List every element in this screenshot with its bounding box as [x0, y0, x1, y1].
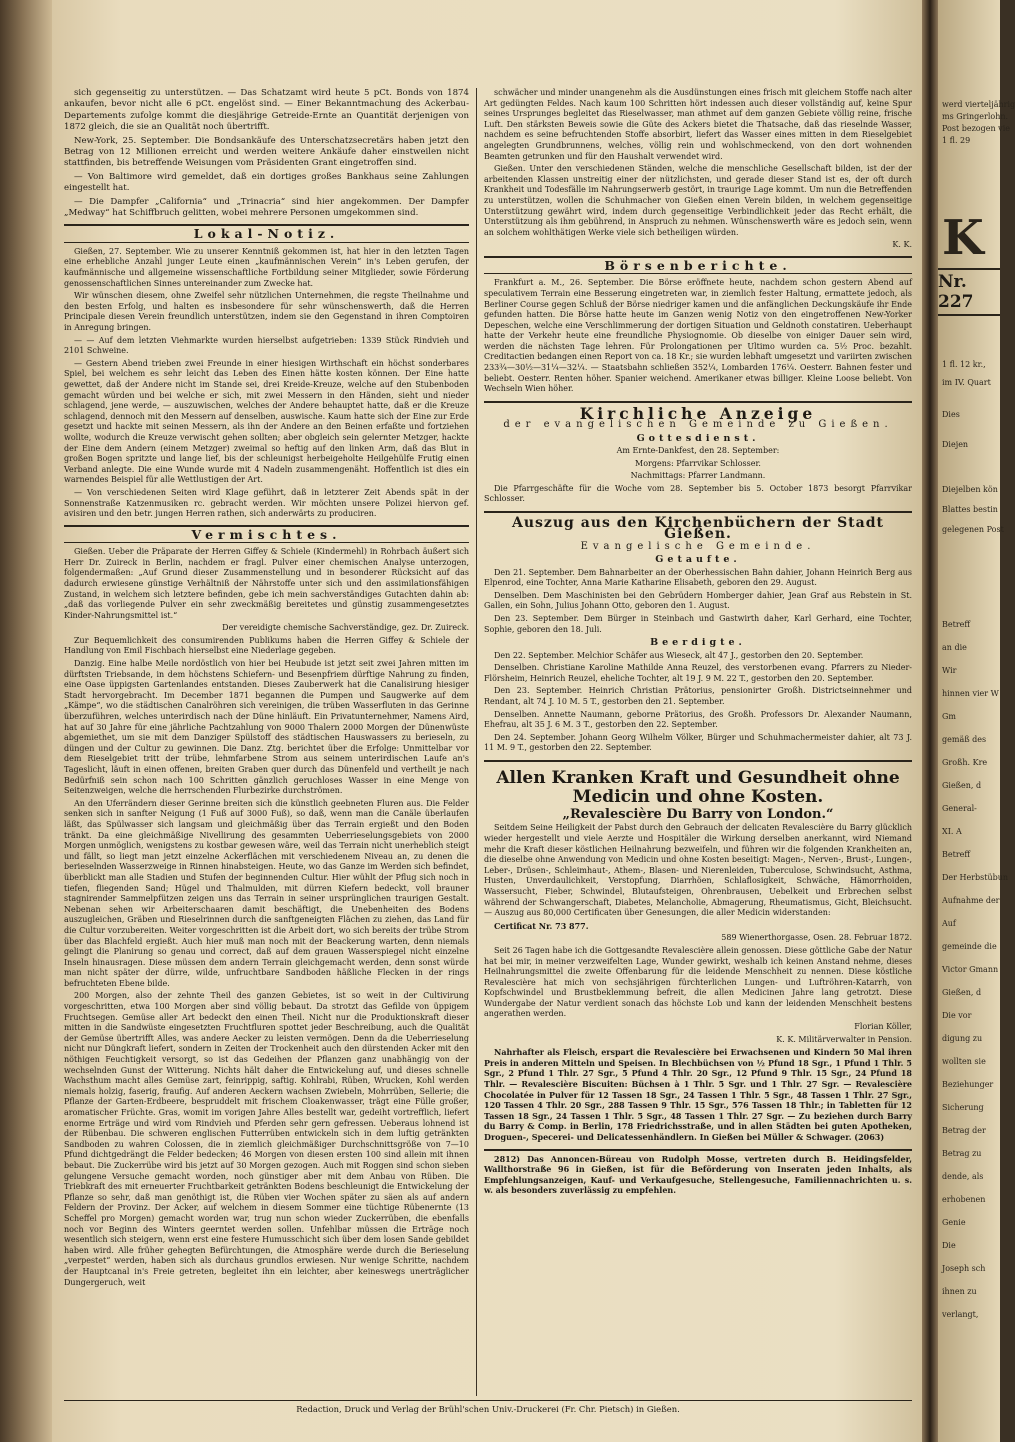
adjacent-page-text: Victor Gmann [942, 965, 999, 974]
adjacent-page-text: Dies [942, 410, 960, 419]
section-title-vermischtes: Vermischtes. [64, 525, 469, 543]
ad-paragraph: Seit 26 Tagen habe ich die Gottgesandte Revalescière allein genossen. Diese göttliche Gabe der Natur hat bei mir, in meiner verzweifelten Lage, Wunder gewirkt, weshalb ich keinen Anstand nehme, dieses Heilnahrungsmittel die zweite Offenbarung für die leidende Menschheit zu nennen. Diese köstliche Revalescière hat mich von sechsjährigen fürchterlichen Lungen- und Luftröhren-Katarrh, von Kopfschwindel und Brustbeklemmung befreit, die allen Medicinen Jahre lang getrotzt. Diese Wundergabe der Natur verdient sonach das höchste Lob und kann der leidenden Menschheit bestens angerathen werden. [484, 945, 912, 1019]
adjacent-page-text: dende, als [942, 1172, 984, 1181]
adjacent-page-text: Gießen, d [942, 988, 982, 997]
ad-certificate-place: 589 Wienerthorgasse, Osen. 28. Februar 1872. [721, 933, 912, 943]
news-paragraph: sich gegenseitig zu unterstützen. — Das Schatzamt wird heute 5 pCt. Bonds von 1874 ankaufen, bevor nicht alle 6 pCt. engelöst sind. — Einer Bekanntmachung des Ackerbau-Departements zufolge kommt die diesjährige Getreide-Ernte an Quantität derjenigen von 1872 gleich, die sie an Qualität noch übertrifft. [64, 88, 469, 133]
revalesciere-advertisement [484, 760, 912, 1143]
lokal-paragraph: Wir wünschen diesem, ohne Zweifel sehr nützlichen Unternehmen, die regste Theilnahme und den besten Erfolg, und halten es insbesondere für sehr wünschenswerth, daß die Herren Principale diesen Verein freundlich unterstützen, indem sie den Gegenstand in ihren Comptoiren in Anregung bringen. [64, 291, 469, 333]
adjacent-page-text: 1 fl. 12 kr., [942, 360, 986, 369]
section-title-lokal: Lokal-Notiz. [64, 224, 469, 242]
adjacent-page-text: Aufnahme der [942, 896, 1000, 905]
adjacent-page-text: Blattes bestin [942, 505, 998, 514]
baptism-entry: Denselben. Dem Maschinisten bei den Gebrüdern Homberger dahier, Jean Graf aus Rebstein in St. Gallen, ein Sohn, Julius Johann Otto, geboren den 1. August. [484, 590, 912, 611]
issue-number: Nr. 227 [938, 268, 1000, 316]
section-title-boerse: Börsenberichte. [484, 256, 912, 274]
verm-paragraph: Zur Bequemlichkeit des consumirenden Publikums haben die Herren Giffey & Schiele der Handlung von Emil Fischbach hierselbst eine Niederlage gegeben. [64, 635, 469, 656]
adjacent-page-text: ms Gringerlohn. [942, 112, 1009, 121]
adjacent-page-text: gelegenen Post [942, 525, 1004, 534]
adjacent-page-text: werd vierteljährig [942, 100, 1015, 109]
lokal-paragraph: — Gestern Abend trieben zwei Freunde in einer hiesigen Wirthschaft ein höchst sonderbares Spiel, bei welchem es sehr leicht das Leben des Einen hätte kosten können. Der Eine hatte gewettet, daß der Andere nicht im Stande sei, drei Kreide-Kreuze, welche auf den Stubenboden gemacht würden und bei welche er sich, mit zwei Messern in den Händen, sieht und nieder schlagend, jene werde, — auszuwischen, welches der Andere behauptet hatte, daß er die Kreuze schlagend, dennoch mit den Messern auf denselben, auswische. Kaum hatte sich der Eine zur Erde gesetzt und hackte mit seinen Messern, als ihn der Andere an den Beinen erfaßte und fortziehen wollte, wodurch die Kreuze verwischt gehen sollten; aber obgleich sein gelernter Metzger, hackte der Eine dem Andern (einem Metzger) zweimal so heftig auf den linken Arm, daß das Blut in großen Bogen spritzte und lange lief, bis der schleunigst herbeigeholte Heilgehülfe Frutig einen Verband anlegte. Die eine Wunde wurde mit 4 Nadeln zusammengenäht. Hoffentlich ist dies ein warnendes Beispiel für alle Wettlustigen der Art. [64, 358, 469, 485]
lokal-paragraph: — — Auf dem letzten Viehmarkte wurden hierselbst aufgetrieben: 1339 Stück Rindvieh und 2101 Schweine. [64, 335, 469, 356]
adjacent-page-text: Post bezogen vie [942, 124, 1010, 133]
ad-subheadline: „Revalescière Du Barry von London.“ [562, 806, 834, 822]
adjacent-page-text: an die [942, 643, 967, 652]
burial-entry: Denselben. Christiane Karoline Mathilde Anna Reuzel, des verstorbenen evang. Pfarrers zu Nieder-Flörsheim, Heinrich Reuzel, eheliche Tochter, alt 19 J. 9 M. 22 T., gestorben den 20. September. [484, 663, 912, 683]
adjacent-page-text: Betrag der [942, 1126, 986, 1135]
adjacent-page-text: Betrag zu [942, 1149, 982, 1158]
lokal-paragraph: Gießen, 27. September. Wie zu unserer Kenntniß gekommen ist, hat hier in den letzten Tagen eine erhebliche Anzahl junger Leute einen „kaufmännischen Verein“ in's Leben gerufen, der kaufmännische und allgemeine wissenschaftliche Fortbildung seiner Mitglieder, sowie Förderung genossenschaftlichen Sinnes untereinander zum Zwecke hat. [64, 246, 469, 288]
adjacent-page-text: Beziehunger [942, 1080, 994, 1089]
left-column [64, 88, 469, 1290]
adjacent-page-text: General- [942, 804, 977, 813]
ad-paragraph: 2812) Das Annoncen-Büreau von Rudolph Mosse, vertreten durch B. Heidingsfelder, Wallthorstraße 96 in Gießen, ist für die Beförderung von Inseraten jeden Inhalts, als Empfehlungsanzeigen, Kauf- und Verkaufgesuche, Stellengesuche, Familiennachrichten u. s. w. als besonders zuverlässig zu empfehlen. [484, 1153, 912, 1196]
baptism-entry: Den 23. September. Dem Bürger in Steinbach und Gastwirth daher, Karl Gerhard, eine Tochter, Sophie, geboren den 18. Juli. [484, 614, 912, 634]
imprint-footer: Redaction, Druck und Verlag der Brühl'schen Univ.-Druckerei (Fr. Chr. Pietsch) in Gießen. [64, 1400, 912, 1414]
burials-heading: Beerdigte. [650, 637, 746, 649]
adjacent-page-text: Diejen [942, 440, 969, 449]
column-divider [476, 88, 477, 1396]
adjacent-page-text: Die [942, 1241, 956, 1250]
adjacent-page-text: Der Herbstübun [942, 873, 1009, 882]
adjacent-page-text: im IV. Quart [942, 378, 991, 387]
news-paragraph: — Von Baltimore wird gemeldet, daß ein dortiges großes Bankhaus seine Zahlungen eingestellt hat. [64, 171, 469, 194]
verm-paragraph: Danzig. Eine halbe Meile nordöstlich von hier bei Heubude ist jetzt seit zwei Jahren mitten im dürftsten Triebsande, in dem höchstens Schiefern- und Besenpfriem dürftige Nahrung zu finden, eine Oase üppigsten Gartenlandes entstanden. Dieses Zauberwerk hat die Canalisirung hiesiger Stadt hervorgebracht. Im December 1871 begannen die Pumpen und Saugwerke auf dem „Kämpe“, wo die städtischen Canalröhren sich vereinigen, die trüben Wasserfluten in das Gerinne überzuführen, welches unterirdisch nach der Düne hinläuft. Ein Privatunternehmer, Namens Aird, hat auf 30 Jahre für eine jährliche Pachtzahlung von 9000 Thalern 2000 Morgen der Dünenwüste abgemiethet, um sie mit dem Danziger Spülstoff des städtischen Hauswassers zu berieseln, zu düngen und der Cultur zu gewinnen. Die Danz. Ztg. berichtet über die Erfolge: Unmittelbar vor dem Rieselgebiet tritt der trübe, lehmfarbene Strom aus seinem unterirdischen Laufe an's Tageslicht, läuft in einen offenen, breiten Graben quer durch das Dünenfeld und vertheilt je nach Bedürfniß sein schon nach 100 Schritten gänzlich geruchloses Wasser in eine Menge von Seitenzweigen, welche die herrschenden Flurbezirke durchströmen. [64, 659, 469, 796]
adjacent-page-text: erhobenen [942, 1195, 986, 1204]
burial-entry: Denselben. Annette Naumann, geborne Prätorius, des Großh. Professors Dr. Alexander Naumann, Ehefrau, alt 35 J. 6 M. 3 T., gestorben den 22. September. [484, 709, 912, 730]
adjacent-page-text: Großh. Kre [942, 758, 988, 767]
ad-price-list: Nahrhafter als Fleisch, erspart die Revalescière bei Erwachsenen und Kindern 50 Mal ihren Preis in anderen Mitteln und Speisen. In Blechbüchsen von ½ Pfund 18 Sgr., 1 Pfund 1 Thlr. 5 Sgr., 2 Pfund 1 Thlr. 27 Sgr., 5 Pfund 4 Thlr. 20 Sgr., 12 Pfund 9 Thlr. 15 Sgr., 24 Pfund 18 Thlr. — Revalescière Biscuiten: Büchsen à 1 Thlr. 5 Sgr. und 1 Thlr. 27 Sgr. — Revalescière Chocolatée in Pulver für 12 Tassen 18 Sgr., 24 Tassen 1 Thlr. 5 Sgr., 48 Tassen 1 Thlr. 27 Sgr., 120 Tassen 4 Thlr. 20 Sgr., 288 Tassen 9 Thlr. 15 Sgr., 576 Tassen 18 Thlr.; in Tabletten für 12 Tassen 18 Sgr., 24 Tassen 1 Thlr. 5 Sgr., 48 Tassen 1 Thlr. 27 Sgr. — Zu beziehen durch Barry du Barry & Comp. in Berlin, 178 Friedrichsstraße, und in allen Städten bei guten Apotheken, Droguen-, Specerei- und Delicatessenhändlern. In Gießen bei Müller & Schwager. (2063) [484, 1047, 912, 1142]
baptisms-heading: Getaufte. [655, 554, 741, 566]
church-line: Die Pfarrgeschäfte für die Woche vom 28. September bis 5. October 1873 besorgt Pfarrvikar Schlosser. [484, 483, 912, 504]
author-signature: K. K. [892, 240, 912, 250]
adjacent-page-text: gemeinde die [942, 942, 997, 951]
ad-certificate-number: Certificat Nr. 73 877. [494, 920, 589, 931]
adjacent-page-text: Sicherung [942, 1103, 984, 1112]
news-paragraph: — Die Dampfer „California“ und „Trinacria“ sind hier angekommen. Der Dampfer „Medway“ hat Schiffbruch gelitten, wobei mehrere Personen umgekommen sind. [64, 196, 469, 219]
mosse-advertisement [484, 1149, 912, 1196]
adjacent-page-text: Gm [942, 712, 956, 721]
book-binding [0, 0, 52, 1442]
adjacent-page-text: verlangt, [942, 1310, 979, 1319]
church-notice-subtitle: der evangelischen Gemeinde zu Gießen. [503, 419, 893, 431]
church-notice [484, 401, 912, 505]
adjacent-page-text: Genie [942, 1218, 966, 1227]
verm-signature: Der vereidigte chemische Sachverständige, gez. Dr. Zuireck. [222, 623, 469, 633]
adjacent-page-text: Joseph sch [942, 1264, 986, 1273]
church-register-title: Auszug aus den Kirchenbüchern der Stadt Gießen. [512, 515, 884, 543]
burial-entry: Den 24. September. Johann Georg Wilhelm Völker, Bürger und Schuhmachermeister dahier, alt 73 J. 11 M. 9 T., gestorben den 22. September. [484, 732, 912, 753]
church-register-subtitle: Evangelische Gemeinde. [580, 540, 816, 552]
ad-signature: Florian Köller, [854, 1022, 912, 1032]
church-notice-title: Kirchliche Anzeige [579, 403, 817, 423]
news-paragraph: New-York, 25. September. Die Bondsankäufe des Unterschatzsecretärs haben jetzt den Betrag von 12 Millionen erreicht und werden weitere Ankäufe daher einstweilen nicht stattfinden, bis betreffende Weisungen vom Präsidenten Grant eingetroffen sind. [64, 135, 469, 169]
ad-headline: Allen Kranken Kraft und Gesundheit ohne Medicin und ohne Kosten. [496, 767, 900, 807]
adjacent-page-text: Betreff [942, 850, 971, 859]
verm-paragraph: Gießen. Ueber die Präparate der Herren Giffey & Schiele (Kindermehl) in Rohrbach äußert sich Herr Dr. Zuireck in Berlin, nachdem er fragl. Pulver einer chemischen Analyse unterzogen, folgendermaßen: „Auf Grund dieser Zusammenstellung und in besonderer Rücksicht auf das dadurch erwiesene günstige Verhältniß der Nährstoffe unter sich und den assimilationsfähigen Zustand, in welchem sich letztere befinden, gebe ich mein sachverständiges Gutachten dahin ab: „daß das vorliegende Pulver ein sehr zweckmäßig bereitetes und günstig zusammengesetztes Kinder-Nahrungsmittel ist.“ [64, 547, 469, 620]
adjacent-page-text: digung zu [942, 1034, 983, 1043]
adjacent-page-text: hinnen vier W [942, 689, 999, 698]
lokal-paragraph: — Von verschiedenen Seiten wird Klage geführt, daß in letzterer Zeit Abends spät in der Sonnenstraße Katzenmusiken rc. gebracht werden. Wir möchten unsere Polizei hiervon gef. avisiren und den betr. jungen Herren rathen, sich anderwärts zu produciren. [64, 487, 469, 519]
adjacent-page-text: Diejelben kön [942, 485, 998, 494]
burial-entry: Den 22. September. Melchior Schäfer aus Wieseck, alt 47 J., gestorben den 20. September. [494, 650, 864, 660]
news-paragraph: schwächer und minder unangenehm als die Ausdünstungen eines frisch mit gleichem Stoffe nach alter Art gedüngten Feldes. Nach kaum 100 Schritten hört indessen auch dieser vollständig auf, keine Spur seines Ursprunges begleitet das Rieselwasser, man athmet auf dem ganzen Gebiete völlig reine, frische Luft. Den stärksten Beweis sowie die Güte des Ackers bietet die Thatsache, daß das rieselnde Wasser, nachdem es seine befruchtenden Stoffe absorbirt, liefert das Wasser eines mitten in dem Rieselgebiet angelegten Grundbrunnens, welches, völlig rein und wohlschmeckend, von den dort wohnenden Beamten getrunken und für den Haushalt verwendet wird. [484, 88, 912, 161]
masthead-fragment: K [942, 210, 984, 266]
adjacent-page-text: Auf [942, 919, 956, 928]
verm-paragraph: An den Uferrändern dieser Gerinne breiten sich die künstlich geebneten Fluren aus. Die Felder senken sich in sanfter Neigung (1 Fuß auf 3000 Fuß), so daß, wenn man die Canäle überlaufen läßt, das Spülwasser sich langsam und gleichmäßig über das Terrain ergießt und den Boden tränkt. Da eine gleichmäßige Nivellirung des gesammten Ueberrieselungsgebiets von 2000 Morgen unmöglich, wenigstens zu kostbar gewesen wäre, weil das Terrain nicht unerheblich steigt und fällt, so liegt man jetzt einzelne Ackerflächen mit verschiedenem Niveau an, zu denen die berieselnden Wasserzweige in Rinnen hinabsteigen. Heute, wo das Ganze im Werden sich befindet, überblickt man alle Stadien und Stufen der beginnenden Cultur. Hier wühlt der Pflug sich noch in tiefen, fliegenden Sand; Hügel und Thalmulden, mit dürren Kiefern bedeckt, voll brauner stagnirender Sammelpfützen zeigen uns das Terrain in seiner ursprünglichen traurigen Gestalt. Nebenan sehen wir Arbeiterschaaren damit beschäftigt, die Unebenheiten des Bodens auszugleichen, Gräben und Rieselrinnen durch die sanftgeneigten Flächen zu ziehen, das Land für die Cultur vorzubereiten. Weiter vorgeschritten ist die Arbeit dort, wo sich bereits der trübe Strom über das Blachfeld ergießt. Auch hier muß man noch mit der Beackerung warten, denn niemals gelingt die Planirung so genau und correct, daß auf dem grauen Wasserspiegel nicht einzelne Inseln hinausragen. Diese müssen dem andern Terrain gleichgemacht werden, denn sonst würde man nicht später der dürre, wilde, unfruchtbare Sandboden häßliche Flecken in der rings befruchteten Ebene bilde. [64, 798, 469, 988]
page-gutter [922, 0, 938, 1442]
ad-signature: K. K. Militärverwalter in Pension. [776, 1034, 912, 1044]
adjacent-page-edge [938, 0, 1015, 1442]
adjacent-page-text: XI. A [942, 827, 962, 836]
adjacent-page-text: wollten sie [942, 1057, 986, 1066]
right-column [484, 88, 912, 1198]
church-line: Morgens: Pfarrvikar Schlosser. [635, 458, 761, 468]
adjacent-page-text: ihnen zu [942, 1287, 977, 1296]
adjacent-page-text: Betreff [942, 620, 971, 629]
adjacent-page-text: Die vor [942, 1011, 972, 1020]
news-paragraph: Gießen. Unter den verschiedenen Ständen, welche die menschliche Gesellschaft bilden, ist der der arbeitenden Klassen unstreitig einer der nützlichsten, und gerade dieser Stand ist es, der oft durch Krankheit und Todesfälle im Nahrungserwerb gestört, in traurige Lage kommt. Um nun die Betreffenden zu unterstützen, wollen die Schuhmacher von Gießen einen Verein bilden, in welchem gegenseitige Unterstützung gewährt wird, indem durch gegenseitige Verbindlichkeit jeder das Recht erhält, die Unterstützung als ihm gebührend, in Anspruch zu nehmen. Wünschenswerth wäre es jedoch sein, wenn an solchem wohlthätigen Werke viele sich betheiligen würden. [484, 164, 912, 237]
verm-paragraph: 200 Morgen, also der zehnte Theil des ganzen Gebietes, ist so weit in der Cultivirung vorgeschritten, etwa 100 Morgen aber sind völlig bebaut. Da strotzt das Gefilde von üppigem Fruchtsegen. Gemüse aller Art bedeckt den einen Theil. Nicht nur die Produktionskraft dieser mitten in die Sandwüste eingesetzten Fruchtfluren spottet jeder Beschreibung, auch die Qualität der Gemüse übertrifft Alles, was andere Aecker zu leisten vermögen. Denn da die Ueberrieselung nicht nur Düngkraft liefert, sondern in Zeiten der Trockenheit auch den dürstenden Acker mit den nöthigen Feuchtigkeit versorgt, so ist das Gedeihen der Pflanzen ganz unabhängig von der wechselnden Gunst der Witterung. Nichts hält daher die Entwickelung auf, und dieses schnelle Wachsthum macht alles Gemüse zart, feinrippig, saftig. Kohlrabi, Rüben, Wrucken, Kohl werden niemals holzig, faserig, fraufig. Auf anderen Aeckern wachsen Zwiebeln, Mohrrüben, Sellerie; die Pflanze der Garten-Erdbeere, bespruddelt mit frischem Cloakenwasser, trägt eine Fülle großer, aromatischer Früchte. Gras, womit im vorigen Jahre Alles bestellt war, gedeiht vortrefflich, liefert enorme Erträge und wird vom Rindvieh und Pferden sehr gern gefressen. Ueberaus lohnend ist der Rübenbau. Die schweren englischen Futterrüben entwickeln sich in dem luftig getränkten Sandboden zu wahren Colossen, die in ziemlich gleichmäßiger Durchschnittsgröße von 7—10 Pfund dichtgedrängt die Felder bedecken; 46 Morgen von diesen ersten 100 sind allein mit ihnen bebaut. Die Zuckerrübe wird bis jetzt auf 30 Morgen gezogen. Auch mit Roggen sind schon sieben gelungene Versuche gemacht worden, noch günstiger aber mit dem Anbau von Rüben. Die Triebkraft des mit erneuerter Fruchtbarkeit getränkten Bodens beschleunigt die Entwickelung der Pflanze so sehr, daß man genöthigt ist, die Rüben vier Wochen später zu säen als auf andern Feldern der Provinz. Der Acker, auf welchem in diesem Sommer eine tüchtige Rübenernte (13 Scheffel pro Morgen) gemacht worden war, trug nun schon wieder Zuckerrüben, die ebenfalls noch vor Beginn des Winters geerntet werden sollen. Unfehlbar müssen die Erträge noch wesentlich sich steigern, wenn erst eine festere Humusschicht sich über dem losen Sande gebildet haben wird. Alle früher gehegten Befürchtungen, die Atmosphäre werde durch die Berieselung „verpestet“ werden, haben sich als durchaus grundlos erwiesen. Nur wenige Schritte, nachdem der Hauptcanal in's Freie getreten, begleitet ihn ein leichter, aber keineswegs unerträglicher Dungergeruch, weit [64, 991, 469, 1287]
adjacent-page-text: Wir [942, 666, 957, 675]
adjacent-page-text: gemäß des [942, 735, 987, 744]
adjacent-page-text: Gießen, d [942, 781, 982, 790]
boerse-paragraph: Frankfurt a. M., 26. September. Die Börse eröffnete heute, nachdem schon gestern Abend auf speculativem Terrain eine Besserung eingetreten war, in ziemlich fester Haltung, ermattete jedoch, als Berliner Course gegen Schluß der Börse niedriger kamen und die anfänglichen Deckungskäufe ihr Ende gefunden hatten. Die Börse hatte heute im Ganzen wenig Notiz von den eingetroffenen New-Yorker Depeschen, welche eine Verschlimmerung der dortigen Situation und Geldnoth constatiren. Ueberhaupt hatte der Verkehr heute eine freundliche Physiognomie. Ob dieselbe von einiger Dauer sein wird, werden die nächsten Tage lehren. Für Prolongationen per Ultimo wurden ca. 5½ Proc. bezahlt. Creditactien bedangen einen Report von ca. 18 Kr.; sie wurden lebhaft umgesetzt und variirten zwischen 233¾—30½—31¼—32¼. — Staatsbahn schließen 352¼, Lombarden 176¼. Oesterr. Bahnen fester und beliebt. Oesterr. Renten höher. Spanier weichend. Amerikaner etwas billiger. Kleine Loose beliebt. Von Wechseln Wien höher. [484, 278, 912, 394]
church-line: Am Ernte-Dankfest, den 28. September: [616, 446, 780, 456]
church-service-heading: Gottesdienst. [636, 432, 760, 444]
burial-entry: Den 23. September. Heinrich Christian Prätorius, pensionirter Großh. Districtseinnehmer und Rendant, alt 74 J. 10 M. 5 T., gestorben den 21. September. [484, 686, 912, 706]
ad-paragraph: Seitdem Seine Heiligkeit der Pabst durch den Gebrauch der delicaten Revalescière du Barry glücklich wieder hergestellt und viele Aerzte und Hospitäler die Wirkung derselben anerkannt, wird Niemand mehr die Kraft dieser köstlichen Heilnahrung bezweifeln, und führen wir die folgenden Krankheiten an, die dieselbe ohne Anwendung von Medicin und ohne Kosten beseitigt: Magen-, Nerven-, Brust-, Lungen-, Leber-, Drüsen-, Schleimhaut-, Athem-, Blasen- und Nierenleiden, Tuberculose, Schwindsucht, Asthma, Husten, Unverdaulichkeit, Verstopfung, Diarrhöen, Schlaflosigkeit, Schwäche, Hämorrhoiden, Wassersucht, Fieber, Schwindel, Blutaufsteigen, Ohrenbrausen, Uebelkeit und Erbrechen selbst während der Schwangerschaft, Diabetes, Melancholie, Abmagerung, Rheumatismus, Gicht, Bleichsucht. — Auszug aus 80,000 Certificaten über Genesungen, die aller Medicin widerstanden: [484, 823, 912, 918]
adjacent-page-text: 1 fl. 29 [942, 136, 971, 145]
church-register [484, 511, 912, 754]
church-line: Nachmittags: Pfarrer Landmann. [630, 471, 766, 481]
baptism-entry: Den 21. September. Dem Bahnarbeiter an der Oberhessischen Bahn dahier, Johann Heinrich Berg aus Elpenrod, eine Tochter, Anna Marie Katharine Elisabeth, geboren den 29. August. [484, 567, 912, 588]
